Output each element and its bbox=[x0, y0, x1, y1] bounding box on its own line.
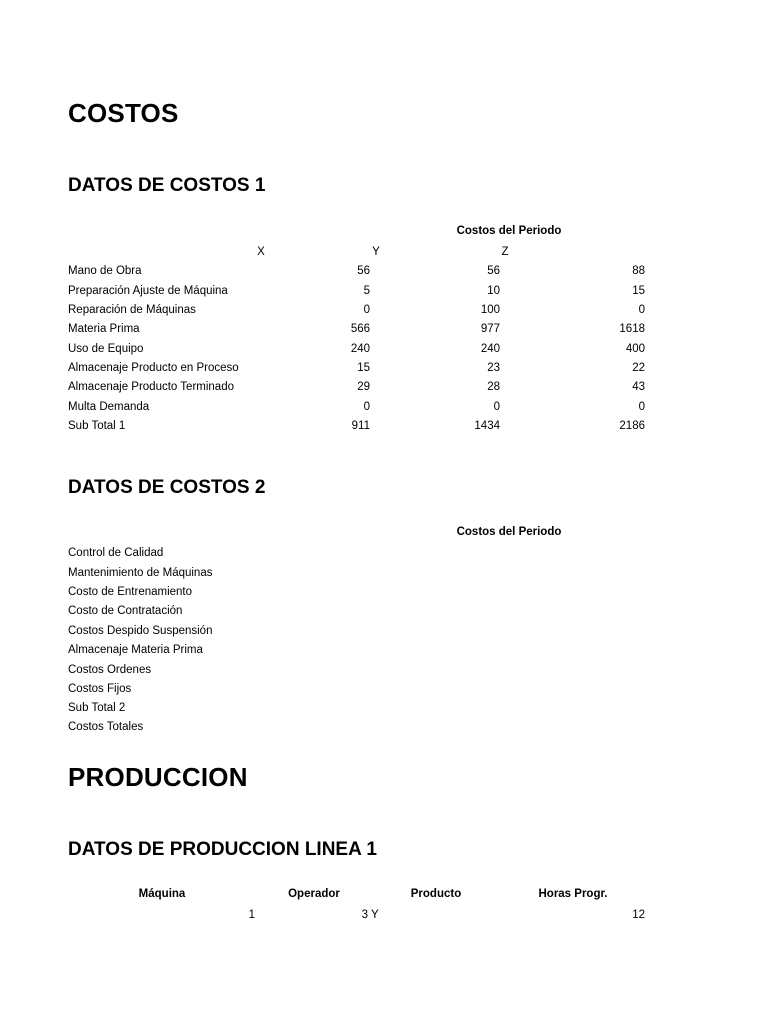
period-header: Costos del Periodo bbox=[456, 225, 562, 237]
production-value-operador: 3 bbox=[361, 909, 368, 921]
column-header-operador: Operador bbox=[288, 888, 340, 900]
cost-2-row-label: Mantenimiento de Máquinas bbox=[68, 567, 213, 579]
subtotal-2-label: Sub Total 2 bbox=[68, 702, 126, 714]
cost-2-row-label: Almacenaje Materia Prima bbox=[68, 644, 203, 656]
cost-row-label: Reparación de Máquinas bbox=[68, 304, 196, 316]
cost-value-z: 15 bbox=[632, 285, 645, 297]
cost-value-x: 15 bbox=[357, 362, 370, 374]
cost-value-y: 240 bbox=[480, 343, 500, 355]
cost-value-y: 10 bbox=[487, 285, 500, 297]
cost-value-z: 0 bbox=[638, 304, 645, 316]
subtotal-1-x: 911 bbox=[351, 420, 370, 432]
subtotal-1-label: Sub Total 1 bbox=[68, 420, 126, 432]
cost-2-row-label: Control de Calidad bbox=[68, 547, 164, 559]
page-title-produccion: PRODUCCION bbox=[68, 762, 248, 792]
column-header-x: X bbox=[257, 246, 265, 258]
column-header-y: Y bbox=[372, 246, 380, 258]
production-value-maquina: 1 bbox=[248, 909, 255, 921]
cost-value-y: 56 bbox=[487, 265, 500, 277]
cost-row-label: Almacenaje Producto en Proceso bbox=[68, 362, 239, 374]
subtotal-1-y: 1434 bbox=[474, 420, 500, 432]
cost-2-row-label: Costo de Entrenamiento bbox=[68, 586, 193, 598]
column-header-z: Z bbox=[501, 246, 509, 258]
column-header-producto: Producto bbox=[410, 888, 462, 900]
cost-value-y: 0 bbox=[493, 401, 500, 413]
cost-row-label: Preparación Ajuste de Máquina bbox=[68, 285, 228, 297]
total-costs-label: Costos Totales bbox=[68, 721, 144, 733]
column-header-horas-progr: Horas Progr. bbox=[538, 888, 608, 900]
section-heading-costos-2: DATOS DE COSTOS 2 bbox=[68, 477, 266, 498]
cost-2-row-label: Costo de Contratación bbox=[68, 605, 183, 617]
period-header: Costos del Periodo bbox=[456, 526, 562, 538]
subtotal-1-z: 2186 bbox=[619, 420, 645, 432]
production-value-producto: Y bbox=[371, 909, 379, 921]
cost-2-row-label: Costos Ordenes bbox=[68, 664, 152, 676]
cost-value-z: 22 bbox=[632, 362, 645, 374]
cost-value-z: 1618 bbox=[619, 323, 645, 335]
section-heading-produccion-linea-1: DATOS DE PRODUCCION LINEA 1 bbox=[68, 839, 377, 860]
cost-row-label: Mano de Obra bbox=[68, 265, 142, 277]
cost-value-z: 88 bbox=[632, 265, 645, 277]
cost-2-row-label: Costos Despido Suspensión bbox=[68, 625, 213, 637]
cost-value-y: 23 bbox=[487, 362, 500, 374]
cost-row-label: Uso de Equipo bbox=[68, 343, 144, 355]
column-header-maquina: Máquina bbox=[138, 888, 186, 900]
production-value-horas: 12 bbox=[632, 909, 645, 921]
cost-value-x: 240 bbox=[350, 343, 370, 355]
cost-value-x: 566 bbox=[350, 323, 370, 335]
cost-value-y: 100 bbox=[480, 304, 500, 316]
cost-value-z: 400 bbox=[625, 343, 645, 355]
cost-value-x: 29 bbox=[357, 381, 370, 393]
cost-value-y: 977 bbox=[480, 323, 500, 335]
cost-value-x: 5 bbox=[363, 285, 370, 297]
cost-value-x: 56 bbox=[357, 265, 370, 277]
cost-row-label: Materia Prima bbox=[68, 323, 140, 335]
cost-value-x: 0 bbox=[363, 304, 370, 316]
page-title-costos: COSTOS bbox=[68, 98, 179, 128]
cost-value-y: 28 bbox=[487, 381, 500, 393]
cost-value-x: 0 bbox=[363, 401, 370, 413]
cost-row-label: Almacenaje Producto Terminado bbox=[68, 381, 234, 393]
section-heading-costos-1: DATOS DE COSTOS 1 bbox=[68, 175, 266, 196]
cost-2-row-label: Costos Fijos bbox=[68, 683, 132, 695]
cost-value-z: 0 bbox=[638, 401, 645, 413]
cost-value-z: 43 bbox=[632, 381, 645, 393]
cost-row-label: Multa Demanda bbox=[68, 401, 150, 413]
